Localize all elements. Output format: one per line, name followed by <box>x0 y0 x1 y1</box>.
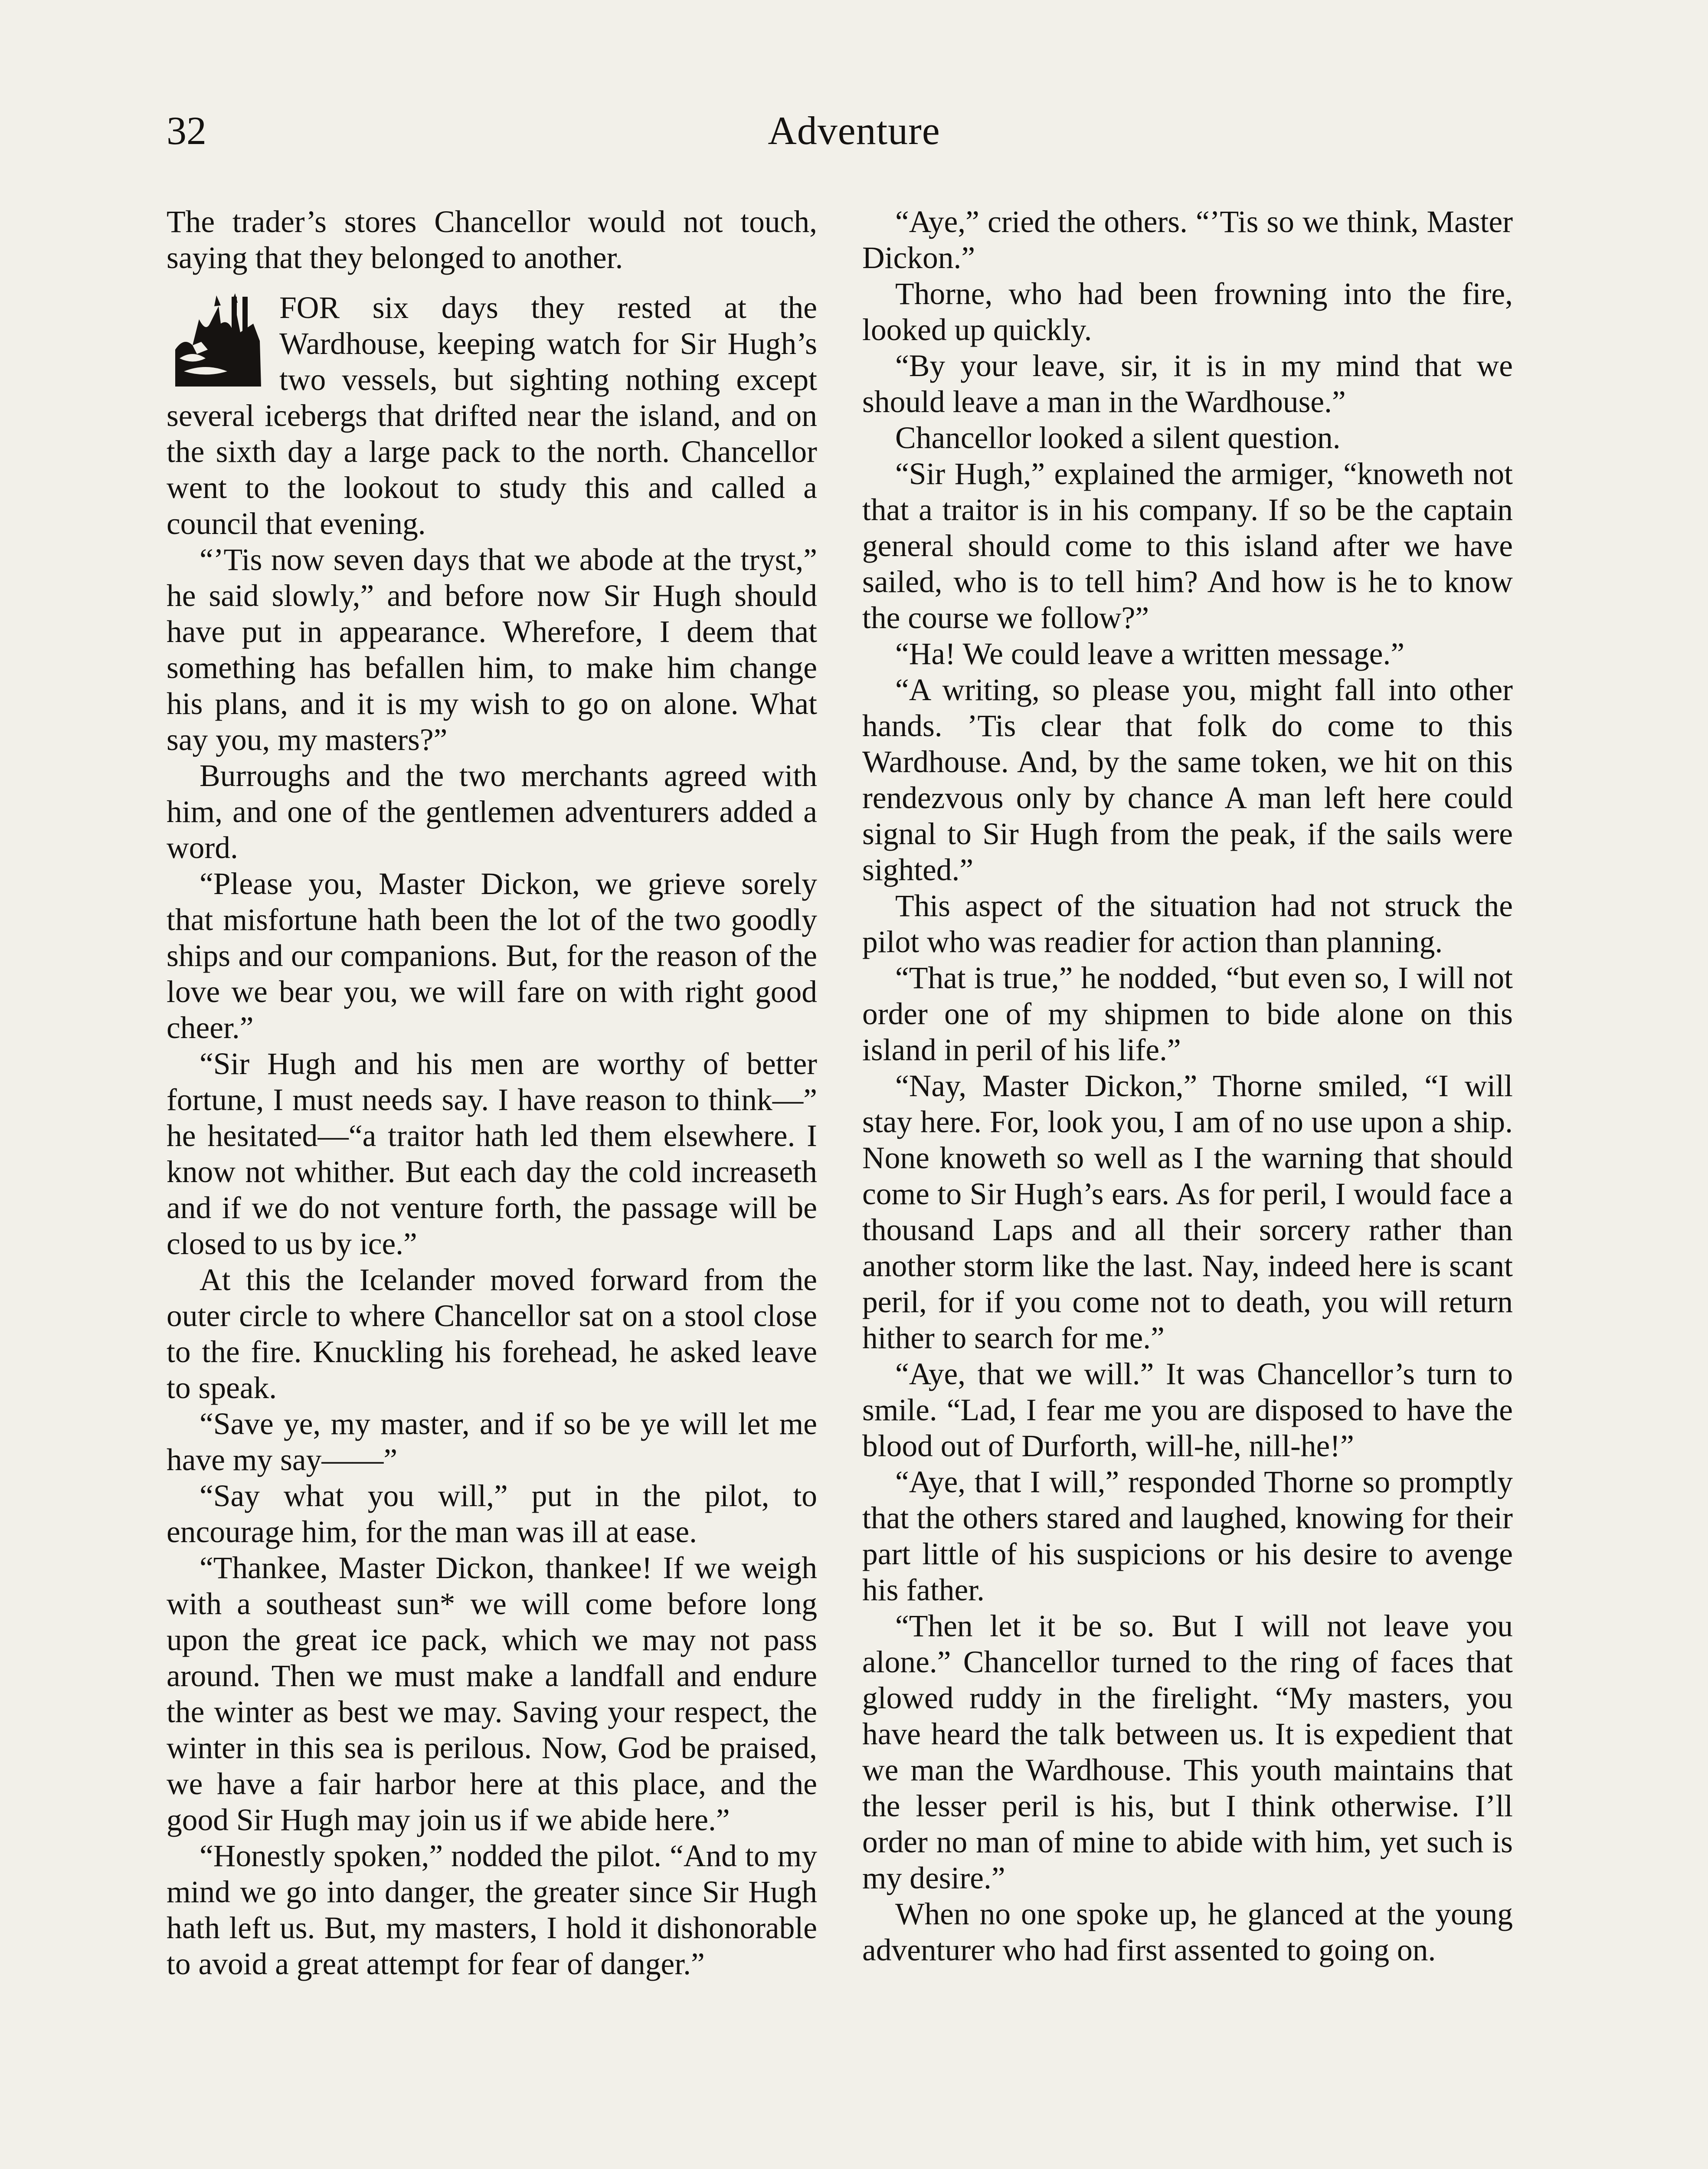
paragraph: “Aye, that we will.” It was Chancellor’s turn to smile. “Lad, I fear me you are disposed to have the blood out of Durforth, will-he, nill-he!” <box>862 1357 1513 1463</box>
paragraph: “Then let it be so. But I will not leave you alone.” Chancellor turned to the ring of faces that glowed ruddy in the firelight. “My masters, you have heard the talk between us. It is expedient that we man the Wardhouse. This youth maintains that the lesser peril is his, but I think otherwise. I’ll order no man of mine to abide with him, yet such is my desire.” <box>862 1609 1513 1895</box>
paragraph: “Nay, Master Dickon,” Thorne smiled, “I will stay here. For, look you, I am of no use upon a ship. None knoweth so well as I the warning that should come to Sir Hugh’s ears. As for peril, I would face a thousand Laps and all their sorcery rather than another storm like the last. Nay, indeed here is scant peril, for if you come not to death, you will return hither to search for me.” <box>862 1069 1513 1355</box>
paragraph: This aspect of the situation had not struck the pilot who was readier for action than planning. <box>862 889 1513 959</box>
left-column <box>167 204 817 1982</box>
paragraph: “Aye, that I will,” responded Thorne so promptly that the others stared and laughed, knowing for their part little of his suspicions or his desire to avenge his father. <box>862 1465 1513 1607</box>
paragraph: “Please you, Master Dickon, we grieve sorely that misfortune hath been the lot of the two goodly ships and our companions. But, for the reason of the love we bear you, we will fare on with right good cheer.” <box>167 867 817 1045</box>
paragraph: “Thankee, Master Dickon, thankee! If we weigh with a southeast sun* we will come before long upon the great ice pack, which we may not pass around. Then we must make a landfall and endure the winter as best we may. Saving your respect, the winter in this sea is perilous. Now, God be praised, we have a fair harbor here at this place, and the good Sir Hugh may join us if we abide here.” <box>167 1551 817 1837</box>
paragraph: “Say what you will,” put in the pilot, to encourage him, for the man was ill at ease. <box>167 1479 817 1549</box>
paragraph: “Aye,” cried the others. “’Tis so we think, Master Dickon.” <box>862 205 1513 275</box>
paragraph-with-illustrated-initial: FOR six days they rested at the Wardhouse, keeping watch for Sir Hugh’s two vessels, but sighting nothing except several icebergs that drifted near the island, and on the sixth day a large pack to the north. Chancellor went to the lookout to study this and called a council that evening. <box>167 291 817 541</box>
page-number: 32 <box>167 108 206 153</box>
right-column <box>862 204 1513 1968</box>
paragraph: “Sir Hugh and his men are worthy of better fortune, I must needs say. I have reason to think—” he hesitated—“a traitor hath led them elsewhere. I know not whither. But each day the cold increaseth and if we do not venture forth, the passage will be closed to us by ice.” <box>167 1047 817 1261</box>
paragraph: “By your leave, sir, it is in my mind that we should leave a man in the Wardhouse.” <box>862 349 1513 419</box>
paragraph: “’Tis now seven days that we abode at the tryst,” he said slowly,” and before now Sir Hugh should have put in appearance. Wherefore, I deem that something has befallen him, to make him change his plans, and it is my wish to go on alone. What say you, my masters?” <box>167 543 817 757</box>
paragraph: Burroughs and the two merchants agreed with him, and one of the gentlemen adventurers added a word. <box>167 759 817 865</box>
ornamental-drop-cap-icon <box>167 293 270 390</box>
paragraph: “Honestly spoken,” nodded the pilot. “And to my mind we go into danger, the greater since Sir Hugh hath left us. But, my masters, I hold it dishonorable to avoid a great attempt for fear of danger.” <box>167 1839 817 1981</box>
paragraph: “That is true,” he nodded, “but even so, I will not order one of my shipmen to bide alone on this island in peril of his life.” <box>862 961 1513 1067</box>
paragraph: At this the Icelander moved forward from the outer circle to where Chancellor sat on a stool close to the fire. Knuckling his forehead, he asked leave to speak. <box>167 1263 817 1405</box>
paragraph: “Sir Hugh,” explained the armiger, “knoweth not that a traitor is in his company. If so be the captain general should come to this island after we have sailed, who is to tell him? And how is he to know the course we follow?” <box>862 457 1513 635</box>
paragraph: “A writing, so please you, might fall into other hands. ’Tis clear that folk do come to this Wardhouse. And, by the same token, we hit on this rendezvous only by chance A man left here could signal to Sir Hugh from the peak, if the sails were sighted.” <box>862 673 1513 887</box>
paragraph: When no one spoke up, he glanced at the young adventurer who had first assented to going on. <box>862 1897 1513 1967</box>
paragraph: “Ha! We could leave a written message.” <box>895 637 1405 671</box>
running-head-title: Adventure <box>768 108 940 153</box>
paragraph: The trader’s stores Chancellor would not touch, saying that they belonged to another. <box>167 205 817 275</box>
paragraph: Thorne, who had been frowning into the fire, looked up quickly. <box>862 277 1513 347</box>
paragraph: “Save ye, my master, and if so be ye will let me have my say——” <box>167 1407 817 1477</box>
paragraph: Chancellor looked a silent question. <box>895 421 1341 455</box>
